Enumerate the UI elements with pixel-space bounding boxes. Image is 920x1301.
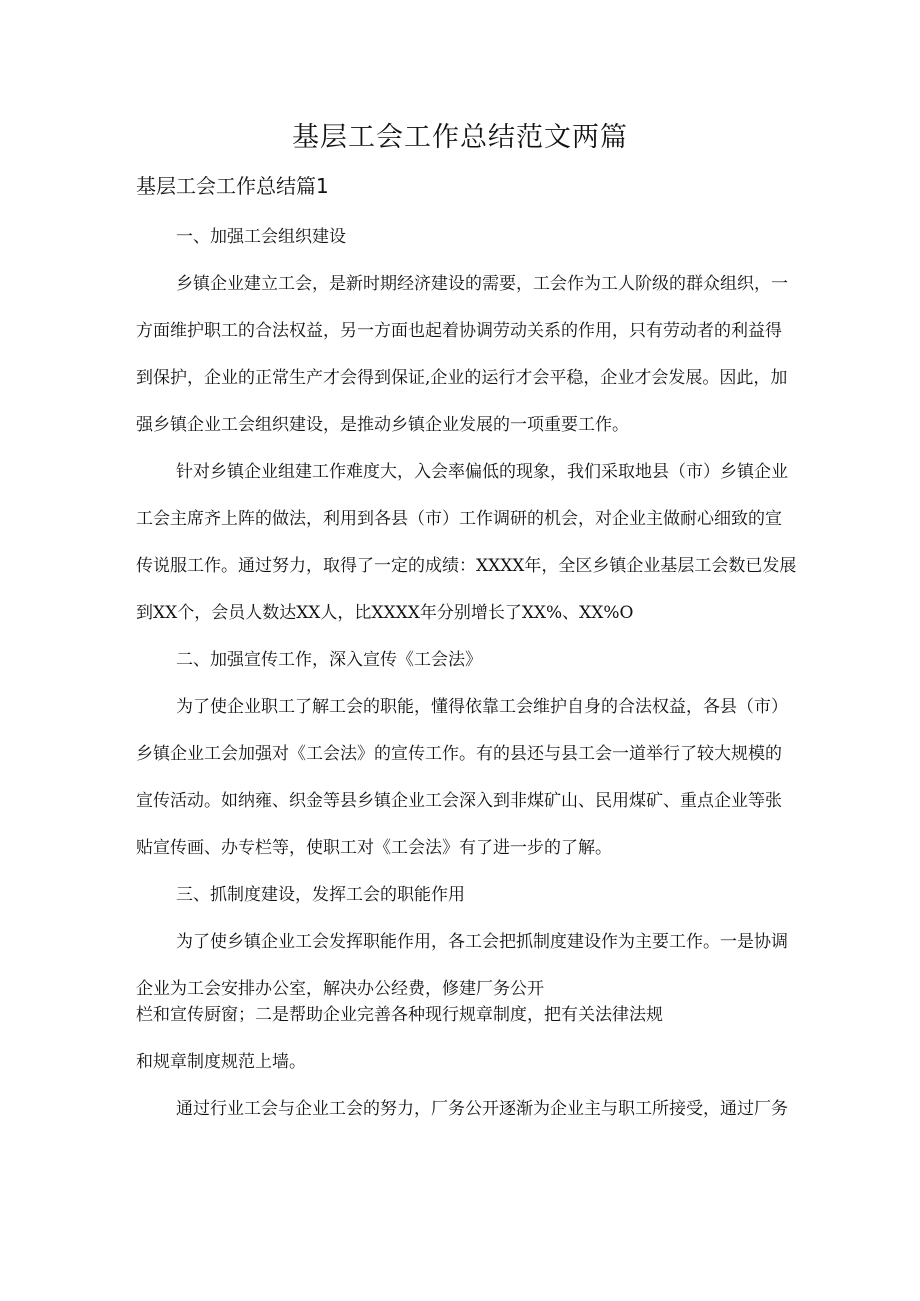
paragraph-line: 传说服工作。通过努力，取得了一定的成绩：XXXX年，全区乡镇企业基层工会数已发展 bbox=[136, 556, 797, 576]
paragraph-line: 强乡镇企业工会组织建设，是推动乡镇企业发展的一项重要工作。 bbox=[136, 415, 629, 435]
paragraph-line: 为了使企业职工了解工会的职能，懂得依靠工会维护自身的合法权益，各县（市） bbox=[176, 697, 788, 717]
paragraph-line: 到保护，企业的正常生产才会得到保证,企业的运行才会平稳，企业才会发展。因此，加 bbox=[136, 368, 788, 388]
section-title: 基层工会工作总结篇1 bbox=[136, 174, 329, 198]
document-title: 基层工会工作总结范文两篇 bbox=[292, 122, 628, 153]
paragraph-line: 方面维护职工的合法权益，另一方面也起着协调劳动关系的作用，只有劳动者的利益得 bbox=[136, 321, 782, 341]
paragraph-line: 通过行业工会与企业工会的努力，厂务公开逐渐为企业主与职工所接受，通过厂务 bbox=[176, 1099, 788, 1119]
paragraph-line: 企业为工会安排办公室，解决办公经费，修建厂务公开 bbox=[136, 979, 544, 999]
heading-publicity: 二、加强宣传工作，深入宣传《工会法》 bbox=[176, 650, 482, 670]
paragraph-line: 工会主席齐上阵的做法，利用到各县（市）工作调研的机会，对企业主做耐心细致的宣 bbox=[136, 509, 782, 529]
heading-system: 三、抓制度建设，发挥工会的职能作用 bbox=[176, 885, 465, 905]
paragraph-line: 栏和宣传厨窗；二是帮助企业完善各种现行规章制度，把有关法律法规 bbox=[136, 1005, 663, 1025]
paragraph-line: 宣传活动。如纳雍、织金等县乡镇企业工会深入到非煤矿山、民用煤矿、重点企业等张 bbox=[136, 791, 782, 811]
paragraph-line: 针对乡镇企业组建工作难度大，入会率偏低的现象，我们采取地县（市）乡镇企业 bbox=[176, 462, 788, 482]
heading-organization: 一、加强工会组织建设 bbox=[176, 227, 346, 247]
paragraph-line: 为了使乡镇企业工会发挥职能作用，各工会把抓制度建设作为主要工作。一是协调 bbox=[176, 932, 788, 952]
paragraph-line: 乡镇企业工会加强对《工会法》的宣传工作。有的县还与县工会一道举行了较大规模的 bbox=[136, 744, 782, 764]
paragraph-line: 乡镇企业建立工会，是新时期经济建设的需要，工会作为工人阶级的群众组织，一 bbox=[176, 274, 788, 294]
paragraph-line: 和规章制度规范上墙。 bbox=[136, 1052, 306, 1072]
paragraph-line: 贴宣传画、办专栏等，使职工对《工会法》有了进一步的了解。 bbox=[136, 838, 612, 858]
paragraph-line: 到XX个，会员人数达XX人，比XXXX年分别增长了XX%、XX%O bbox=[136, 603, 634, 623]
